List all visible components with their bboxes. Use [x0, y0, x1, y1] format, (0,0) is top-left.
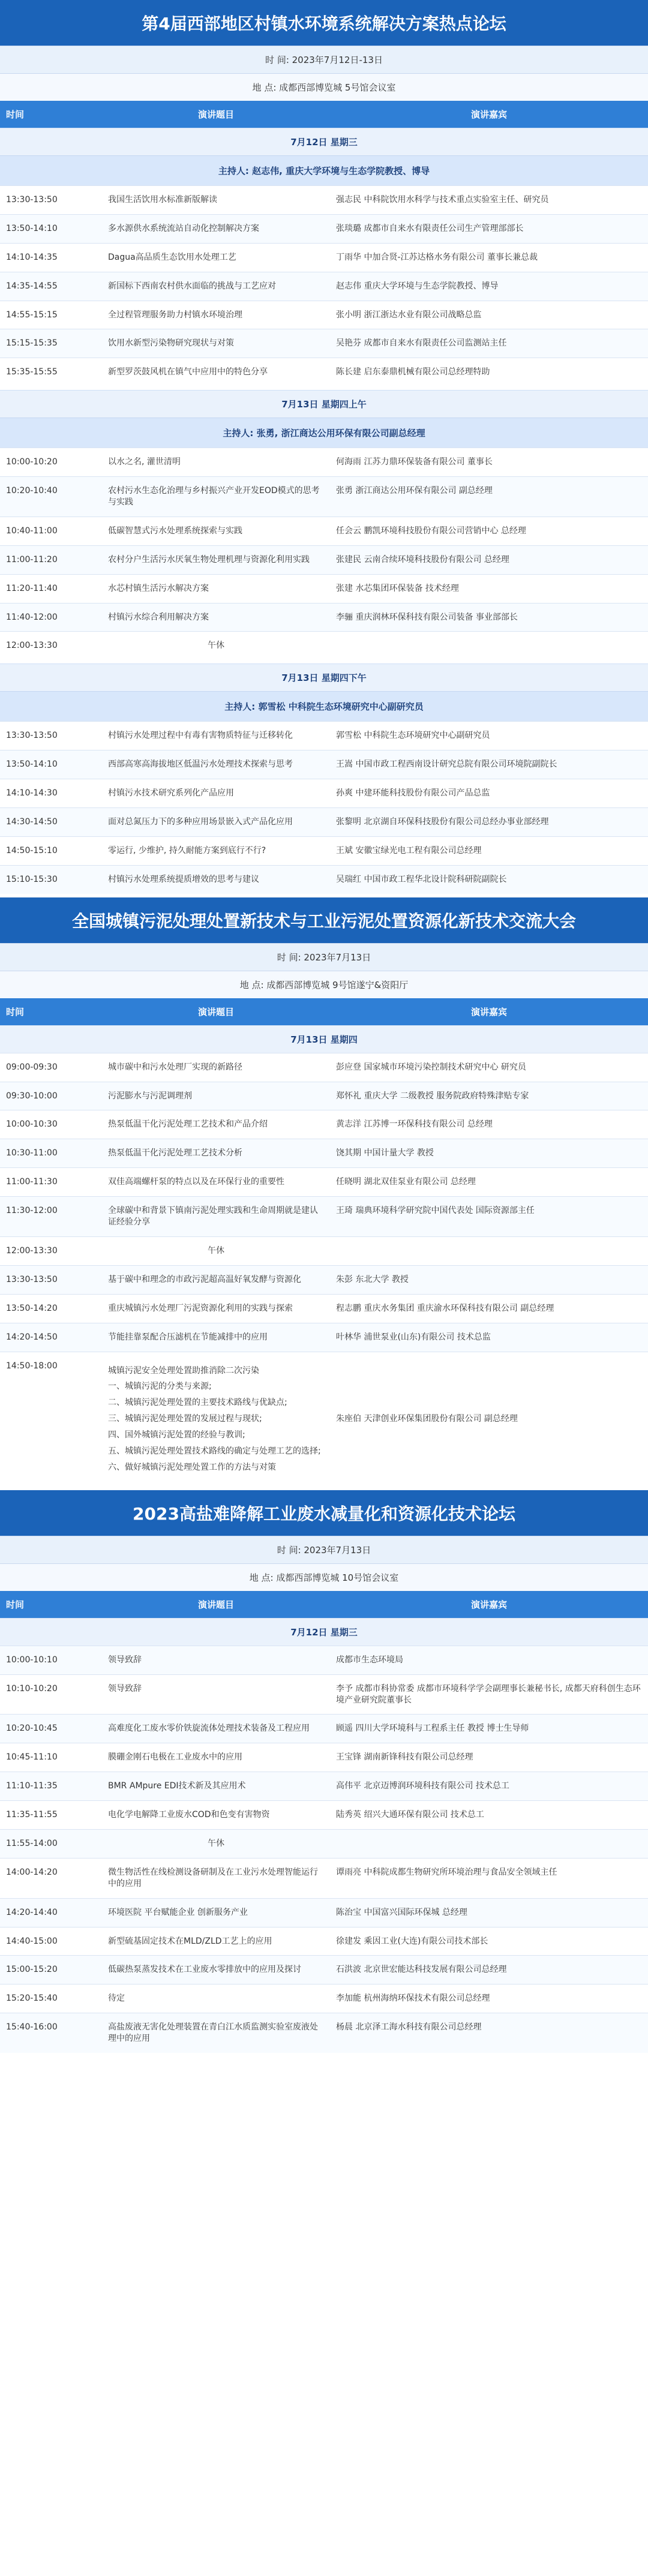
table-row	[0, 329, 648, 358]
table-row	[0, 807, 648, 836]
row-speaker: 黄志洋 江苏博一环保科技有限公司 总经理	[336, 1119, 493, 1130]
row-speaker: 王斌 安徽宝绿光电工程有限公司总经理	[336, 845, 482, 855]
row-speaker: 朱座伯 天津创业环保集团股份有限公司 副总经理	[336, 1414, 518, 1424]
col-speaker: 演讲嘉宾	[470, 1006, 507, 1017]
row-speaker: 强志民 中科院饮用水科学与技术重点实验室主任、研究员	[336, 195, 549, 205]
table-row	[0, 1898, 648, 1927]
row-time: 10:00-10:10	[6, 1655, 58, 1665]
day-label: 7月12日 星期三	[0, 1618, 648, 1646]
row-speaker: 任晓明 湖北双佳泵业有限公司 总经理	[336, 1177, 476, 1187]
row-topic: 午休	[208, 641, 224, 651]
table-row	[0, 185, 648, 214]
table-row	[0, 1294, 648, 1323]
row-time: 13:30-13:50	[6, 195, 58, 205]
table-row	[0, 1927, 648, 1956]
table-row	[0, 721, 648, 750]
table-row	[0, 545, 648, 574]
table-row	[0, 1743, 648, 1772]
row-time: 11:00-11:20	[6, 554, 58, 565]
row-topic: 村镇污水处理系统提质增效的思考与建议	[108, 874, 259, 884]
table-row	[0, 1167, 648, 1196]
host-label: 主持人: 郭雪松 中科院生态环境研究中心副研究员	[0, 691, 648, 721]
row-time: 10:20-10:40	[6, 486, 58, 496]
row-topic: 环境医院 平台赋能企业 创新服务产业	[108, 1907, 248, 1917]
forum-place: 地 点: 成都西部博览城 5号馆会议室	[0, 73, 648, 101]
row-time: 12:00-13:30	[6, 1245, 58, 1256]
row-time: 11:35-11:55	[6, 1810, 58, 1820]
host-label: 主持人: 张勇, 浙江商达公用环保有限公司副总经理	[0, 418, 648, 448]
table-row	[0, 1984, 648, 2013]
row-topic: 双佳高端螺杆泵的特点以及在环保行业的重要性	[108, 1177, 284, 1187]
table-row	[0, 1858, 648, 1898]
row-speaker: 李骊 重庆润林环保科技有限公司装备 事业部部长	[336, 612, 518, 622]
table-row	[0, 1139, 648, 1167]
row-speaker	[330, 1237, 648, 1265]
row-speaker: 石洪波 北京世宏能达科技发展有限公司总经理	[336, 1965, 507, 1975]
discussion-item: 三、城镇污泥处理处置的发展过程与现状;	[108, 1414, 262, 1424]
table-row	[0, 1196, 648, 1236]
row-topic: 节能挂靠泵配合压滤机在节能减排中的应用	[108, 1332, 268, 1342]
row-speaker: 高伟平 北京迈博润环境科技有限公司 技术总工	[336, 1781, 509, 1791]
row-topic: 面对总氮压力下的多种应用场景嵌入式产品化应用	[108, 817, 293, 827]
row-topic: 城市碳中和污水处理厂实现的新路径	[108, 1062, 242, 1072]
row-time: 15:20-15:40	[6, 1993, 58, 2004]
table-row	[0, 1236, 648, 1265]
row-time: 13:50-14:10	[6, 223, 58, 233]
row-topic: 午休	[208, 1838, 224, 1848]
table-row-discussion	[0, 1352, 648, 1487]
row-speaker: 李予 成都市科协常委 成都市环境科学学会副理事长兼秘书长, 成都天府科创生态环境产业研究院董事长	[336, 1683, 641, 1705]
row-topic: 新型罗茨鼓风机在镇气中应用中的特色分享	[108, 367, 268, 377]
row-time: 14:40-15:00	[6, 1936, 58, 1946]
table-row	[0, 574, 648, 603]
table-row	[0, 631, 648, 660]
table-row	[0, 214, 648, 243]
row-topic: 零运行, 少维护, 持久耐能方案到底行不行?	[108, 845, 266, 855]
row-speaker: 彭应登 国家城市环境污染控制技术研究中心 研究员	[336, 1062, 526, 1072]
row-time: 11:55-14:00	[6, 1838, 58, 1848]
column-header	[0, 101, 648, 128]
column-header	[0, 1591, 648, 1618]
forum-title: 全国城镇污泥处理处置新技术与工业污泥处置资源化新技术交流大会	[0, 897, 648, 943]
row-topic: 饮用水新型污染物研究现状与对策	[108, 338, 234, 349]
row-speaker: 何海雨 江苏力鼎环保装备有限公司 董事长	[336, 457, 493, 467]
row-time: 10:10-10:20	[6, 1683, 58, 1694]
row-speaker: 赵志伟 重庆大学环境与生态学院教授、博导	[336, 281, 499, 291]
row-time: 14:10-14:35	[6, 252, 58, 262]
row-speaker: 谭雨亮 中科院成都生物研究所环境治理与食品安全领域主任	[336, 1867, 557, 1877]
row-time: 14:55-15:15	[6, 310, 58, 320]
row-speaker: 张琰璐 成都市自来水有限责任公司生产管理部部长	[336, 223, 524, 233]
row-topic: 新型硫基固定技术在MLD/ZLD工艺上的应用	[108, 1936, 272, 1946]
row-topic: 西部高寒高海拔地区低温污水处理技术探索与思考	[108, 759, 293, 770]
row-time: 14:50-15:10	[6, 845, 58, 855]
row-speaker: 饶其期 中国计量大学 教授	[336, 1148, 434, 1158]
table-row	[0, 865, 648, 894]
table-row	[0, 1053, 648, 1082]
row-time: 11:10-11:35	[6, 1781, 58, 1791]
table-row	[0, 1265, 648, 1294]
row-time: 10:20-10:45	[6, 1724, 58, 1734]
row-time: 14:20-14:50	[6, 1332, 58, 1342]
row-topic: 电化学电解降工业废水COD和色变有害物资	[108, 1810, 270, 1820]
row-time: 15:15-15:35	[6, 338, 58, 349]
row-time: 11:20-11:40	[6, 583, 58, 593]
row-time: 14:10-14:30	[6, 788, 58, 798]
row-speaker: 张建民 云南合续环境科技股份有限公司 总经理	[336, 554, 509, 565]
forum-time: 时 间: 2023年7月12日-13日	[0, 46, 648, 73]
row-speaker: 丁雨华 中加合贤-江苏达格水务有限公司 董事长兼总裁	[336, 252, 538, 262]
row-topic: 以水之名, 灌世清明	[108, 457, 181, 467]
forum-time: 时 间: 2023年7月13日	[0, 943, 648, 971]
row-time: 12:00-13:30	[6, 641, 58, 651]
row-time: 14:20-14:40	[6, 1907, 58, 1917]
row-topic: 多水源供水系统流站自动化控制解决方案	[108, 223, 259, 233]
table-row	[0, 272, 648, 301]
row-speaker: 张黎明 北京湖自环保科技股份有限公司总经办事业部经理	[336, 817, 549, 827]
col-topic: 演讲题目	[197, 109, 234, 120]
table-row	[0, 1829, 648, 1858]
row-speaker	[330, 1830, 648, 1858]
discussion-item: 四、国外城镇污泥处置的经验与教训;	[108, 1430, 245, 1440]
row-topic: 全过程管理服务助力村镇水环境治理	[108, 310, 242, 320]
row-speaker: 郑怀礼 重庆大学 二级教授 服务院政府特殊津贴专家	[336, 1091, 529, 1101]
row-time: 11:00-11:30	[6, 1177, 58, 1187]
row-topic: 高盐废液无害化处理装置在青白江水质监测实验室废液处理中的应用	[108, 2022, 318, 2044]
row-speaker: 李加能 杭州海纳环保技术有限公司总经理	[336, 1993, 490, 2004]
row-time: 11:30-12:00	[6, 1206, 58, 1216]
table-row	[0, 603, 648, 632]
table-row	[0, 1110, 648, 1139]
row-time: 09:30-10:00	[6, 1091, 58, 1101]
row-topic: 热泵低温干化污泥处理工艺技术分析	[108, 1148, 242, 1158]
table-row	[0, 779, 648, 807]
discussion-item: 一、城镇污泥的分类与来源;	[108, 1382, 212, 1392]
row-time: 10:40-11:00	[6, 526, 58, 536]
table-row	[0, 358, 648, 386]
table-row	[0, 448, 648, 476]
table-row	[0, 1800, 648, 1829]
row-topic: 村镇污水处理过程中有毒有害物质特征与迁移转化	[108, 731, 293, 741]
day-label: 7月13日 星期四上午	[0, 390, 648, 418]
row-time: 14:35-14:55	[6, 281, 58, 291]
row-topic: 我国生活饮用水标准新版解读	[108, 195, 217, 205]
table-row	[0, 243, 648, 272]
forum-title: 2023高盐难降解工业废水减量化和资源化技术论坛	[0, 1490, 648, 1536]
row-topic: 污泥膨水与污泥调理剂	[108, 1091, 192, 1101]
table-row	[0, 1714, 648, 1743]
row-speaker: 任会云 鹏凯环境科技股份有限公司营销中心 总经理	[336, 526, 526, 536]
row-speaker: 张小明 浙江浙达水业有限公司战略总监	[336, 310, 482, 320]
row-time: 13:50-14:20	[6, 1303, 58, 1313]
row-speaker: 陈长建 启东泰鼎机械有限公司总经理特助	[336, 367, 490, 377]
row-topic: 村镇污水综合利用解决方案	[108, 612, 209, 622]
forum-title: 第4届西部地区村镇水环境系统解决方案热点论坛	[0, 0, 648, 46]
row-time: 14:30-14:50	[6, 817, 58, 827]
discussion-item: 二、城镇污泥处理处置的主要技术路线与优缺点;	[108, 1398, 287, 1408]
discussion-intro: 城镇污泥安全处理处置助推消除二次污染	[108, 1365, 259, 1376]
row-speaker	[330, 632, 648, 660]
col-topic: 演讲题目	[197, 1006, 234, 1017]
row-speaker: 吴瑞红 中国市政工程华北设计院科研院副院长	[336, 874, 507, 884]
row-topic: 基于碳中和理念的市政污泥超高温好氧发酵与资源化	[108, 1274, 301, 1284]
row-speaker: 陆秀英 绍兴大通环保有限公司 技术总工	[336, 1810, 484, 1820]
table-row	[0, 2013, 648, 2053]
row-speaker: 叶林华 浦世泵业(山东)有限公司 技术总监	[336, 1332, 491, 1342]
row-topic: 低碳热泵蒸发技术在工业废水零排放中的应用及探讨	[108, 1965, 301, 1975]
table-row	[0, 301, 648, 329]
table-row	[0, 1646, 648, 1674]
row-speaker: 王嵩 中国市政工程西南设计研究总院有限公司环境院副院长	[336, 759, 557, 770]
row-topic: 领导致辞	[108, 1683, 142, 1694]
row-topic: 新国标下西南农村供水面临的挑战与工艺应对	[108, 281, 276, 291]
table-row	[0, 1082, 648, 1110]
row-topic: 午休	[208, 1245, 224, 1256]
row-topic: 全球碳中和背景下镇南污泥处理实践和生命周期就是建认证经验分享	[108, 1206, 318, 1227]
table-row	[0, 1955, 648, 1984]
column-header	[0, 998, 648, 1025]
row-topic: 重庆城镇污水处理厂污泥资源化利用的实践与探索	[108, 1303, 293, 1313]
forum-time: 时 间: 2023年7月13日	[0, 1536, 648, 1563]
row-topic: 领导致辞	[108, 1655, 142, 1665]
col-speaker: 演讲嘉宾	[470, 109, 507, 120]
col-time: 时间	[6, 1006, 25, 1017]
row-time: 13:50-14:10	[6, 759, 58, 770]
row-topic: 热泵低温干化污泥处理工艺技术和产品介绍	[108, 1119, 268, 1130]
row-topic: 待定	[108, 1993, 125, 2004]
col-time: 时间	[6, 1599, 25, 1610]
row-topic: 低碳智慧式污水处理系统探索与实践	[108, 526, 242, 536]
row-time: 15:35-15:55	[6, 367, 58, 377]
row-topic: 农村污水生态化治理与乡村振兴产业开发EOD模式的思考与实践	[108, 486, 320, 508]
row-topic: 膜硼金刚石电极在工业废水中的应用	[108, 1752, 242, 1763]
row-time: 10:30-11:00	[6, 1148, 58, 1158]
day-label: 7月12日 星期三	[0, 128, 648, 155]
row-speaker: 朱彭 东北大学 教授	[336, 1274, 409, 1284]
row-topic: 水芯村镇生活污水解决方案	[108, 583, 209, 593]
row-speaker: 陈治宝 中国富兴国际环保城 总经理	[336, 1907, 467, 1917]
row-topic: BMR AMpure EDI技术新及其应用术	[108, 1781, 246, 1791]
row-speaker: 王琦 瑞典环境科学研究院中国代表处 国际资源部主任	[336, 1206, 535, 1216]
col-speaker: 演讲嘉宾	[470, 1599, 507, 1610]
day-label: 7月13日 星期四下午	[0, 663, 648, 691]
row-time: 14:00-14:20	[6, 1867, 58, 1877]
row-topic: 高难度化工废水零价铁旋流体处理技术装备及工程应用	[108, 1724, 310, 1734]
row-speaker: 成都市生态环境局	[336, 1655, 403, 1665]
row-time: 10:45-11:10	[6, 1752, 58, 1763]
row-speaker: 张建 水芯集团环保装备 技术经理	[336, 583, 459, 593]
row-speaker: 郭雪松 中科院生态环境研究中心副研究员	[336, 731, 490, 741]
row-topic	[102, 1352, 330, 1487]
discussion-item: 五、城镇污泥处理处置技术路线的确定与处理工艺的选择;	[108, 1446, 321, 1456]
row-topic: 村镇污水技术研究系列化产品应用	[108, 788, 234, 798]
row-speaker: 王宝锋 湖南新锋科技有限公司总经理	[336, 1752, 473, 1763]
forum-place: 地 点: 成都西部博览城 10号馆会议室	[0, 1563, 648, 1591]
table-row	[0, 476, 648, 517]
row-time: 10:00-10:20	[6, 457, 58, 467]
row-time: 10:00-10:30	[6, 1119, 58, 1130]
host-label: 主持人: 赵志伟, 重庆大学环境与生态学院教授、博导	[0, 155, 648, 185]
row-speaker: 程志鹏 重庆水务集团 重庆渝水环保科技有限公司 副总经理	[336, 1303, 554, 1313]
row-topic: Dagua高品质生态饮用水处理工艺	[108, 252, 236, 262]
row-time: 15:40-16:00	[6, 2022, 58, 2032]
row-speaker: 孙爽 中建环能科技股份有限公司产品总监	[336, 788, 490, 798]
row-time: 13:30-13:50	[6, 731, 58, 741]
table-row	[0, 517, 648, 545]
discussion-item: 六、做好城镇污泥处理处置工作的方法与对策	[108, 1462, 276, 1472]
col-time: 时间	[6, 109, 25, 120]
col-topic: 演讲题目	[197, 1599, 234, 1610]
row-topic: 农村分户生活污水厌氧生物处理机理与资源化利用实践	[108, 554, 310, 565]
row-speaker: 张勇 浙江商达公用环保有限公司 副总经理	[336, 486, 493, 496]
table-row	[0, 1323, 648, 1352]
row-speaker: 徐建发 乘因工业(大连)有限公司技术部长	[336, 1936, 488, 1946]
row-speaker: 杨晨 北京泽工海水科技有限公司总经理	[336, 2022, 482, 2032]
row-time: 15:00-15:20	[6, 1965, 58, 1975]
row-time: 13:30-13:50	[6, 1274, 58, 1284]
row-speaker: 吴艳芬 成都市自来水有限责任公司监测站主任	[336, 338, 507, 349]
table-row	[0, 1674, 648, 1715]
row-topic: 微生物活性在线检测设备研制及在工业污水处理智能运行中的应用	[108, 1867, 318, 1889]
table-row	[0, 836, 648, 865]
table-row	[0, 1772, 648, 1800]
row-time: 15:10-15:30	[6, 874, 58, 884]
day-label: 7月13日 星期四	[0, 1025, 648, 1053]
row-speaker: 顾遥 四川大学环境科与工程系主任 教授 博士生导师	[336, 1724, 529, 1734]
table-row	[0, 750, 648, 779]
row-time: 11:40-12:00	[6, 612, 58, 622]
row-time: 09:00-09:30	[6, 1062, 58, 1072]
row-time: 14:50-18:00	[6, 1361, 58, 1371]
forum-place: 地 点: 成都西部博览城 9号馆遂宁&资阳厅	[0, 971, 648, 998]
